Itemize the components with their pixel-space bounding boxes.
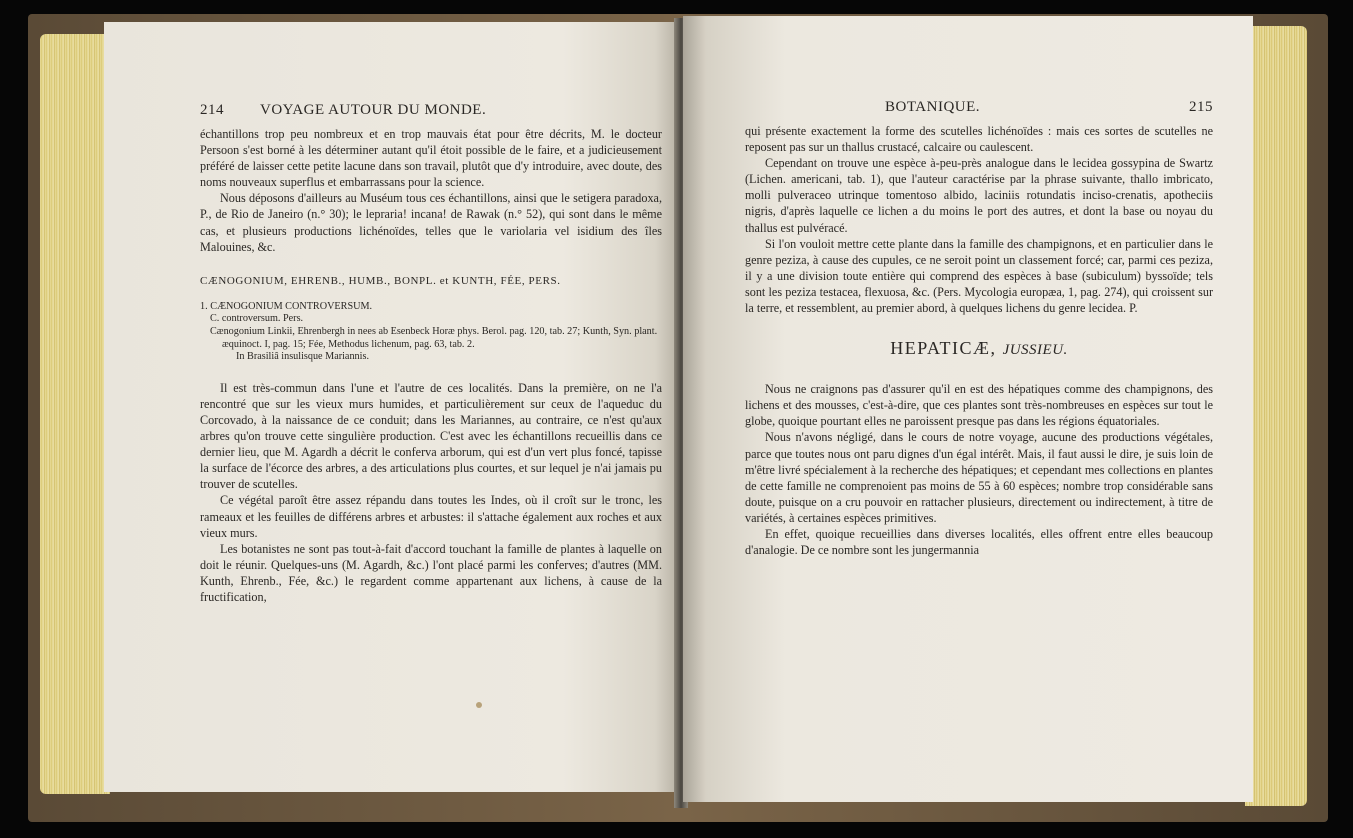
page-edges-left: [40, 34, 110, 794]
right-page-number: 215: [1189, 99, 1213, 115]
right-page: [683, 16, 1253, 802]
right-running-head: [745, 99, 1213, 117]
left-paragraph-1: échantillons trop peu nombreux et en trop mauvais état pour être décrits, M. le docteur Persoon s'est borné à les déterminer autant qu'il étoit possible de le faire, et a judicieusement préféré de laisser cette petite lacune dans son travail, plutôt que d'y introduire, avec doute, des noms nouveaux superflus et embarrassans pour la science.: [200, 127, 662, 190]
right-paragraph-4: Nous ne craignons pas d'assurer qu'il en est des hépatiques comme des champignons, des lichens et des mousses, c'est-à-dire, que ces plantes sont très-nombreuses en espèces sur tout le globe, quoique pourtant elles ne paroissent presque pas dans les régions équatoriales.: [745, 382, 1213, 429]
family-heading: [745, 338, 1213, 359]
left-paragraph-5: Les botanistes ne sont pas tout-à-fait d'accord touchant la famille de plantes à laquelle on doit le réunir. Quelques-uns (M. Agardh, &c.) l'ont placé parmi les conferves; d'autres (MM. Kunth, Ehrenb., Fée, &c.) le regardent comme appartenant aux lichens, à cause de la fructification,: [200, 541, 662, 605]
left-paragraph-3: Il est très-commun dans l'une et l'autre de ces localités. Dans la première, on ne l'a rencontré que sur les vieux murs humides, et particulièrement sur ceux de l'aqueduc du Corcovado, à la naissance de ce conduit; dans les Mariannes, au contraire, ce n'est qu'aux arbres qu'on trouve cette singulière production. C'est avec les échantillons recueillis dans ce dernier lieu, que M. Agardh a décrit le conferva arborum, qui est d'un vert plus foncé, tapisse la surface de l'écorce des arbres, a des articulations plus courtes, et sur lequel je n'ai jamais pu trouver de scutelles.: [200, 380, 662, 492]
species-locality: In Brasiliâ insulisque Mariannis.: [236, 351, 369, 363]
species-references: Cænogonium Linkii, Ehrenbergh in nees ab Esenbeck Horæ phys. Berol. pag. 120, tab. 27; Kunth, Syn. plant. æquinoct. I, pag. 15; Fée, Methodus lichenum, pag. 63, tab. 2.: [210, 326, 658, 350]
page-edges-right: [1245, 26, 1307, 806]
left-page: [104, 22, 678, 792]
family-name: HEPATICÆ,: [890, 338, 997, 359]
right-paragraph-6: En effet, quoique recueillies dans diverses localités, elles offrent entre elles beaucoup d'analogie. De ce nombre sont les jungermannia: [745, 526, 1213, 558]
right-paragraph-1: qui présente exactement la forme des scutelles lichénoïdes : mais ces sortes de scutelles ne reposent pas sur un thallus crustacé, calcaire ou caulescent.: [745, 124, 1213, 155]
left-paragraph-2: Nous déposons d'ailleurs au Muséum tous ces échantillons, ainsi que le setigera paradoxa, P., de Rio de Janeiro (n.° 30); le lepraria! incana! de Rawak (n.° 52), qui sont dans le même cas, et plusieurs productions lichénoïdes, telles que le variolaria vel isidium des îles Malouines, &c.: [200, 191, 662, 254]
right-paragraph-3: Si l'on vouloit mettre cette plante dans la famille des champignons, et en particulier dans le genre peziza, à cause des cupules, ce ne seroit point un classement forcé; car, parmi ces peziza, il y a une division toute entière qui comprend des espèces à base (subiculum) byssoïde; tels sont les peziza testacea, flexuosa, &c. (Pers. Mycologia europæa, 1, pag. 274), qui croissent sur la terre, et ressemblent, au premier abord, à quelques lichens du genre lecidea. P.: [745, 236, 1213, 316]
genus-heading: CÆNOGONIUM, EHRENB., HUMB., BONPL. et KUNTH, FÉE, PERS.: [200, 274, 561, 287]
left-running-head: [200, 102, 662, 120]
left-running-title: VOYAGE AUTOUR DU MONDE.: [260, 102, 487, 118]
right-paragraph-5: Nous n'avons négligé, dans le cours de notre voyage, aucune des productions végétales, parce que toutes nous ont paru dignes d'un égal intérêt. Mais, il faut aussi le dire, je suis loin de m'être livré spécialement à la recherche des hépatiques; et cependant mes collections en plantes de cette famille ne comprenoient pas moins de 55 à 60 espèces; nombre trop considérable sans doute, puisque on a cru pouvoir en rattacher plusieurs, directement ou indirectement, à titre de variétés, à certaines espèces primitives.: [745, 430, 1213, 525]
left-paragraph-4: Ce végétal paroît être assez répandu dans toutes les Indes, où il croît sur le tronc, les rameaux et les feuilles de différens arbres et arbustes: il s'attache également aux roches et aux vieux murs.: [200, 493, 662, 540]
left-page-text: [200, 102, 662, 605]
species-title: 1. CÆNOGONIUM CONTROVERSUM.: [200, 300, 373, 312]
right-paragraph-2: Cependant on trouve une espèce à-peu-près analogue dans le lecidea gossypina de Swartz (Lichen. americani, tab. 1), que l'auteur caractérise par la phrase suivante, thallo imbricato, molli pulveraceo utrinque tomentoso albido, laciniis rotundatis inciso-crenatis, apotheciis nigris, d'après laquelle ce lichen a du moins le port des autres, et dont la base ou noyau du thallus est pulvéracé.: [745, 156, 1213, 235]
family-author: JUSSIEU.: [1002, 342, 1068, 359]
right-running-title: BOTANIQUE.: [885, 99, 981, 115]
left-page-number: 214: [200, 102, 224, 118]
right-page-text: [745, 99, 1213, 558]
ink-dot: [476, 702, 482, 708]
species-synonym: C. controversum. Pers.: [210, 313, 304, 325]
species-entry: [200, 301, 662, 364]
